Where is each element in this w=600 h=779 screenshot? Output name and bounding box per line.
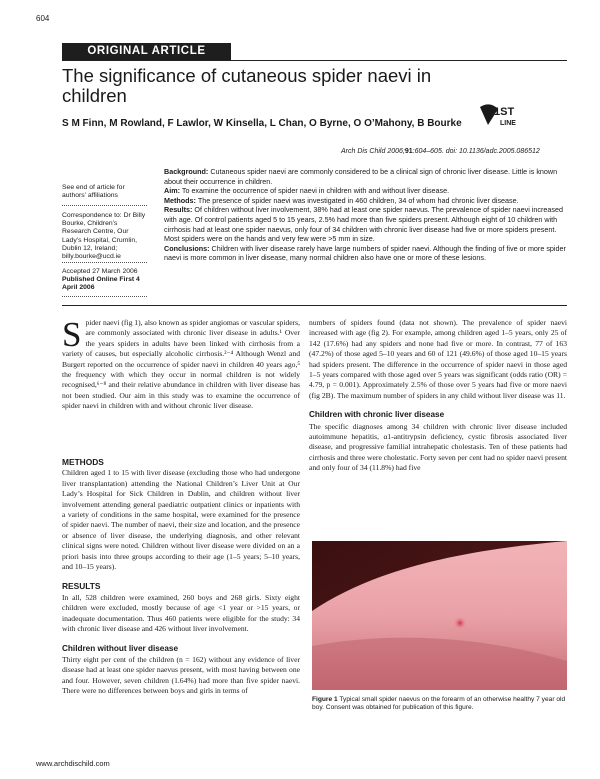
abstract-background: Background: Cutaneous spider naevi are commonly considered to be a clinical sign of chronic liver disease. Little is known about their occurrence in children. — [164, 167, 558, 186]
article-type-banner: ORIGINAL ARTICLE — [62, 43, 231, 60]
citation-journal: Arch Dis Child — [341, 148, 386, 155]
citation-line — [341, 148, 540, 155]
right-paragraph: numbers of spiders found (data not shown). The prevalence of spider naevi increased with age (fig 2). For example, among children aged 1–5 years, only 25 of 142 (17.6%) had any spiders and none had five or more. In contrast, 77 of 163 (47.2%) of those aged 5–10 years and 60 of 121 (49.6%) of those aged 10–15 years had spiders present. The difference in the occurrence of spider naevi in those aged 1–5 years compared with those aged over 5 years was significant (odds ratio (OR) = 4.79, p = 0.001). Approximately 2.5% of those over 5 years had five or more naevi (fig 2B). The maximum number of spiders in any child without liver disease was 11. — [309, 318, 567, 400]
sidebar-accepted: Accepted 27 March 2006 — [62, 268, 138, 275]
logo-big-text: 1ST — [494, 106, 515, 118]
intro-text: pider naevi (fig 1), also known as spider angiomas or vascular spiders, are commonly associated with chronic liver disease in adults.¹ Over the years spiders in adults have been linked with cirrhosis from a variety of causes, but especially alcoholic cirrhosis.²⁻⁴ Although Wenzl and Burgert reported on the occurrence of spider naevi in children 40 years ago,⁵ the frequency with which they occur in normal children is not widely recognised,⁶⁻⁸ and their relative abundance in children with liver disease has not been studied. Our aim in this study was to examine the occurrence of spider naevi in children with and without chronic liver disease. — [62, 318, 300, 411]
results-heading: RESULTS — [62, 581, 101, 592]
figure-1-photo — [312, 541, 567, 690]
without-liver-heading: Children without liver disease — [62, 643, 179, 653]
sidebar-affiliations: See end of article for authors’ affiliations — [62, 184, 125, 200]
sidebar-correspondence: Correspondence to: Dr Billy Bourke, Children’s Research Centre, Our Lady’s Hospital, Crumlin, Dublin 12, Ireland; billy.bourke@ucd.ie — [62, 212, 146, 261]
figure-caption-text: Typical small spider naevus on the forearm of an otherwise healthy 7 year old boy. Consent was obtained for publication of this figure. — [312, 696, 566, 711]
journal-url: www.archdischild.com — [36, 759, 110, 768]
methods-heading: METHODS — [62, 457, 104, 467]
abstract-conclusions: Conclusions: Children with liver disease rarely have large numbers of spider naevi. Although the finding of five or more spider naevi is more common in liver disease, many normal children also have one or more of these lesions. — [164, 243, 566, 263]
sidebar-divider — [62, 296, 147, 297]
methods-text: Children aged 1 to 15 with liver disease (excluding those who had undergone liver transplantation) attending the National Children’s Liver Unit at Our Lady’s Hospital for Sick Children in Dublin, and children without liver involvement attending general paediatric outpatient clinics or inpatients with a variety of conditions in the same hospital, were examined for the presence of spider naevi. The number of naevi, their size and location, and the presence or absence of liver disease, the underlying diagnosis, and other relevant clinical signs were noted. Children without liver disease were divided on an a priori basis into three groups according to their age (1–5 years; 5–10 years, and 10–15 years). — [62, 468, 300, 572]
abstract-results: Results: Of children without liver involvement, 38% had at least one spider naevus. The prevalence of spider naevi increased with age. Of control patients aged 5 to 15 years, 2.5% had more than five spiders present. Although eight of 10 children with cirrhosis had at least one spider naevus, only four of 34 children with chronic liver disease had five or more spiders present. Most spiders were on the hands and very few were >5 mm in size. — [164, 205, 563, 244]
results-text: In all, 528 children were examined, 260 boys and 268 girls. Sixty eight children were excluded, mostly because of age <1 year or >15 years, or inadequate documentation. Thus 460 patients were eligible for the study: 34 with chronic liver disease and 426 without liver involvement. — [62, 592, 300, 634]
header-rule — [62, 60, 567, 61]
logo-small-text: LINE — [500, 120, 516, 127]
sidebar-published: Published Online First 4 April 2006 — [62, 276, 140, 292]
figure-label: Figure 1 — [312, 696, 338, 703]
abstract-methods: Methods: The presence of spider naevi was investigated in 460 children, 34 of whom had chronic liver disease. — [164, 195, 519, 205]
article-title: The significance of cutaneous spider naevi in children — [62, 65, 432, 106]
citation-volume: 91 — [404, 148, 413, 155]
sidebar-divider — [62, 205, 147, 206]
citation-year: 2006; — [387, 148, 405, 155]
citation-pages: :604–605. doi: 10.1136/adc.2005.086512 — [412, 148, 540, 155]
drop-cap: S — [62, 315, 82, 354]
page-number: 604 — [36, 14, 50, 23]
introduction — [62, 315, 300, 412]
author-list: S M Finn, M Rowland, F Lawlor, W Kinsella, L Chan, O Byrne, O O’Mahony, B Bourke — [62, 118, 462, 129]
abstract-rule — [62, 305, 567, 306]
with-liver-heading: Children with chronic liver disease — [309, 410, 445, 420]
without-liver-text: Thirty eight per cent of the children (n = 162) without any evidence of liver disease had at least one spider naevus present, with most having between one and four. However, seven children (1.64%) had more than five spider naevi. There were no differences between boys and girls in terms of — [62, 654, 300, 696]
methods-section — [62, 457, 300, 697]
abstract — [164, 167, 566, 263]
figure-1-caption — [312, 696, 567, 712]
with-liver-text: The specific diagnoses among 34 children with chronic liver disease included autoimmune hepatitis, α1-antitrypsin deficiency, cystic fibrosis associated liver disease, and progressive familial intrahepatic cholestasis. Ten of these patients had cirrhosis and three were cholestatic. Forty seven per cent had no spider naevi present and only four of 34 (11.8%) had five — [309, 421, 567, 473]
right-column — [309, 318, 567, 474]
sidebar-divider — [62, 262, 147, 263]
spider-naevus-mark — [453, 616, 467, 630]
abstract-aim: Aim: To examine the occurrence of spider naevi in children with and without liver disease. — [164, 186, 450, 196]
